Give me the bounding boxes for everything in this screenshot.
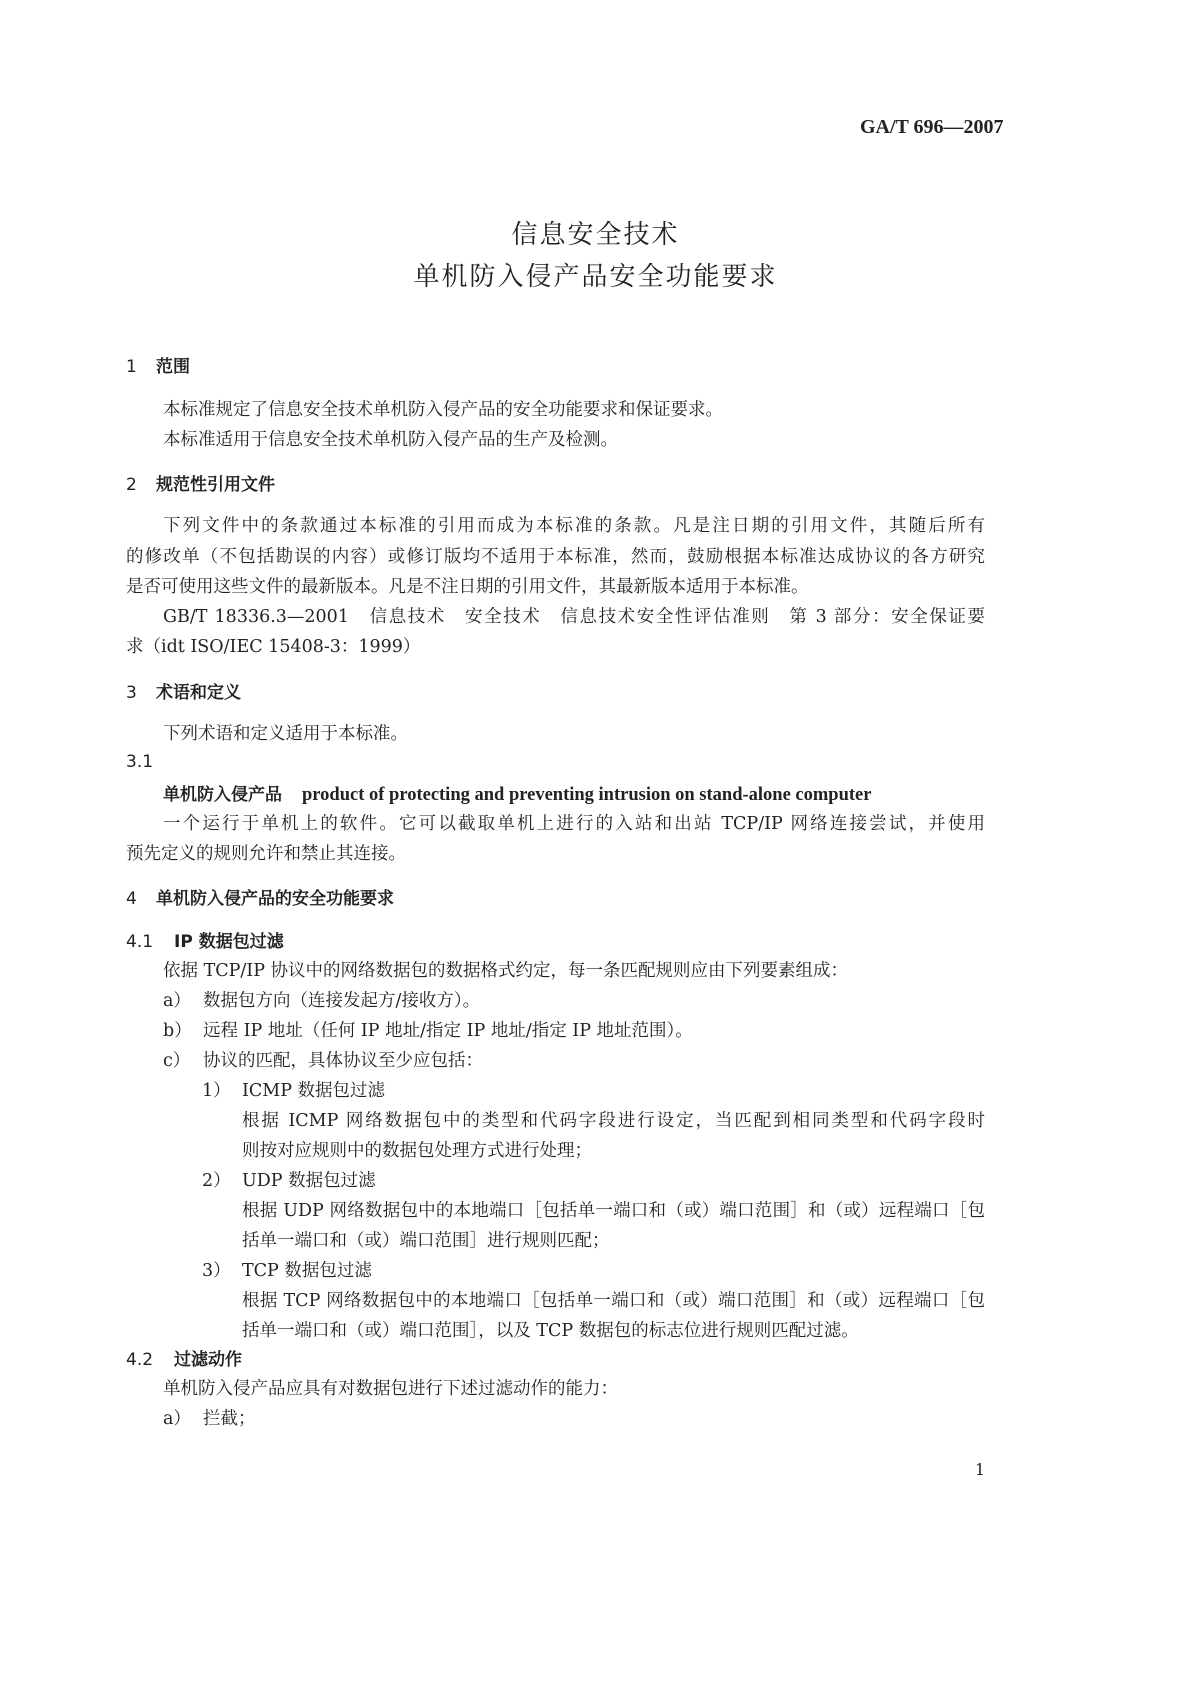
- definition-line: 预先定义的规则允许和禁止其连接。: [126, 844, 406, 864]
- list-item: [163, 1405, 256, 1430]
- list-item: [163, 987, 480, 1012]
- paragraph-line: 是否可使用这些文件的最新版本。凡是不注日期的引用文件，其最新版本适用于本标准。: [126, 577, 809, 597]
- title-line-2: 单机防入侵产品安全功能要求: [413, 262, 778, 292]
- paragraph: 下列术语和定义适用于本标准。: [163, 724, 408, 744]
- subsection-number: 4.2: [126, 1350, 154, 1370]
- sub-list-line: 根据 UDP 网络数据包中的本地端口［包括单一端口和（或）端口范围］和（或）远程端口［包: [242, 1201, 985, 1221]
- list-label: c）: [163, 1051, 191, 1071]
- term-entry: [163, 780, 871, 806]
- subsection-number: 4.1: [126, 932, 154, 952]
- reference-line: GB/T 18336.3—2001 信息技术 安全技术 信息技术安全性评估准则 第 3 部分：安全保证要: [163, 607, 985, 627]
- list-text: 数据包方向（连接发起方/接收方）。: [203, 991, 481, 1011]
- list-text: 远程 IP 地址（任何 IP 地址/指定 IP 地址/指定 IP 地址范围）。: [203, 1021, 693, 1041]
- paragraph: 单机防入侵产品应具有对数据包进行下述过滤动作的能力：: [163, 1379, 618, 1399]
- title-line-1: 信息安全技术: [511, 220, 680, 250]
- section-4-heading: [126, 884, 394, 909]
- sub-list-title: UDP 数据包过滤: [242, 1171, 376, 1191]
- sub-list-title: TCP 数据包过滤: [242, 1261, 372, 1281]
- sub-list-label: 3）: [202, 1261, 231, 1281]
- subsection-number: 3.1: [126, 752, 154, 772]
- list-item: [163, 1017, 693, 1042]
- sub-list-line: 括单一端口和（或）端口范围］进行规则匹配；: [242, 1231, 610, 1251]
- list-item: [163, 1047, 483, 1072]
- list-label: b）: [163, 1021, 192, 1041]
- sub-list-line: 根据 ICMP 网络数据包中的类型和代码字段进行设定，当匹配到相同类型和代码字段时: [242, 1111, 985, 1131]
- section-title: 术语和定义: [156, 683, 241, 703]
- subsection-title: 过滤动作: [174, 1350, 242, 1370]
- page-number: 1: [974, 1460, 985, 1479]
- paragraph-line: 的修改单（不包括勘误的内容）或修订版均不适用于本标准，然而，鼓励根据本标准达成协议的各方研究: [126, 547, 985, 567]
- sub-list-title: ICMP 数据包过滤: [242, 1081, 386, 1101]
- subsection-4-2-heading: [126, 1345, 242, 1370]
- paragraph-line: 下列文件中的条款通过本标准的引用而成为本标准的条款。凡是注日期的引用文件，其随后所有: [163, 516, 985, 536]
- section-number: 4: [126, 889, 137, 909]
- term-chinese: 单机防入侵产品: [163, 785, 282, 805]
- list-text: 拦截；: [203, 1409, 256, 1429]
- paragraph: 依据 TCP/IP 协议中的网络数据包的数据格式约定，每一条匹配规则应由下列要素组成：: [163, 961, 849, 981]
- sub-list-label: 2）: [202, 1171, 231, 1191]
- list-label: a）: [163, 991, 191, 1011]
- reference-line: 求（idt ISO/IEC 15408-3：1999）: [126, 637, 421, 657]
- section-number: 1: [126, 357, 137, 377]
- section-2-heading: [126, 470, 275, 495]
- section-title: 单机防入侵产品的安全功能要求: [156, 889, 394, 909]
- sub-list-label: 1）: [202, 1081, 231, 1101]
- section-title: 规范性引用文件: [156, 475, 275, 495]
- sub-list-item: [202, 1257, 372, 1282]
- paragraph: 本标准适用于信息安全技术单机防入侵产品的生产及检测。: [163, 430, 618, 450]
- section-1-heading: [126, 352, 190, 377]
- section-number: 3: [126, 683, 137, 703]
- document-code: GA/T 696—2007: [860, 116, 1004, 138]
- section-title: 范围: [156, 357, 190, 377]
- sub-list-item: [202, 1167, 376, 1192]
- list-label: a）: [163, 1409, 191, 1429]
- sub-list-line: 则按对应规则中的数据包处理方式进行处理；: [242, 1141, 592, 1161]
- section-number: 2: [126, 475, 137, 495]
- paragraph: 本标准规定了信息安全技术单机防入侵产品的安全功能要求和保证要求。: [163, 400, 723, 420]
- term-english: product of protecting and preventing intrusion on stand-alone computer: [302, 785, 872, 805]
- section-3-heading: [126, 678, 241, 703]
- subsection-4-1-heading: [126, 927, 284, 952]
- subsection-title: IP 数据包过滤: [174, 932, 284, 952]
- sub-list-item: [202, 1077, 385, 1102]
- list-text: 协议的匹配，具体协议至少应包括：: [203, 1051, 483, 1071]
- sub-list-line: 括单一端口和（或）端口范围］，以及 TCP 数据包的标志位进行规则匹配过滤。: [242, 1321, 859, 1341]
- sub-list-line: 根据 TCP 网络数据包中的本地端口［包括单一端口和（或）端口范围］和（或）远程端口［包: [242, 1291, 985, 1311]
- definition-line: 一个运行于单机上的软件。它可以截取单机上进行的入站和出站 TCP/IP 网络连接尝试，并使用: [163, 814, 985, 834]
